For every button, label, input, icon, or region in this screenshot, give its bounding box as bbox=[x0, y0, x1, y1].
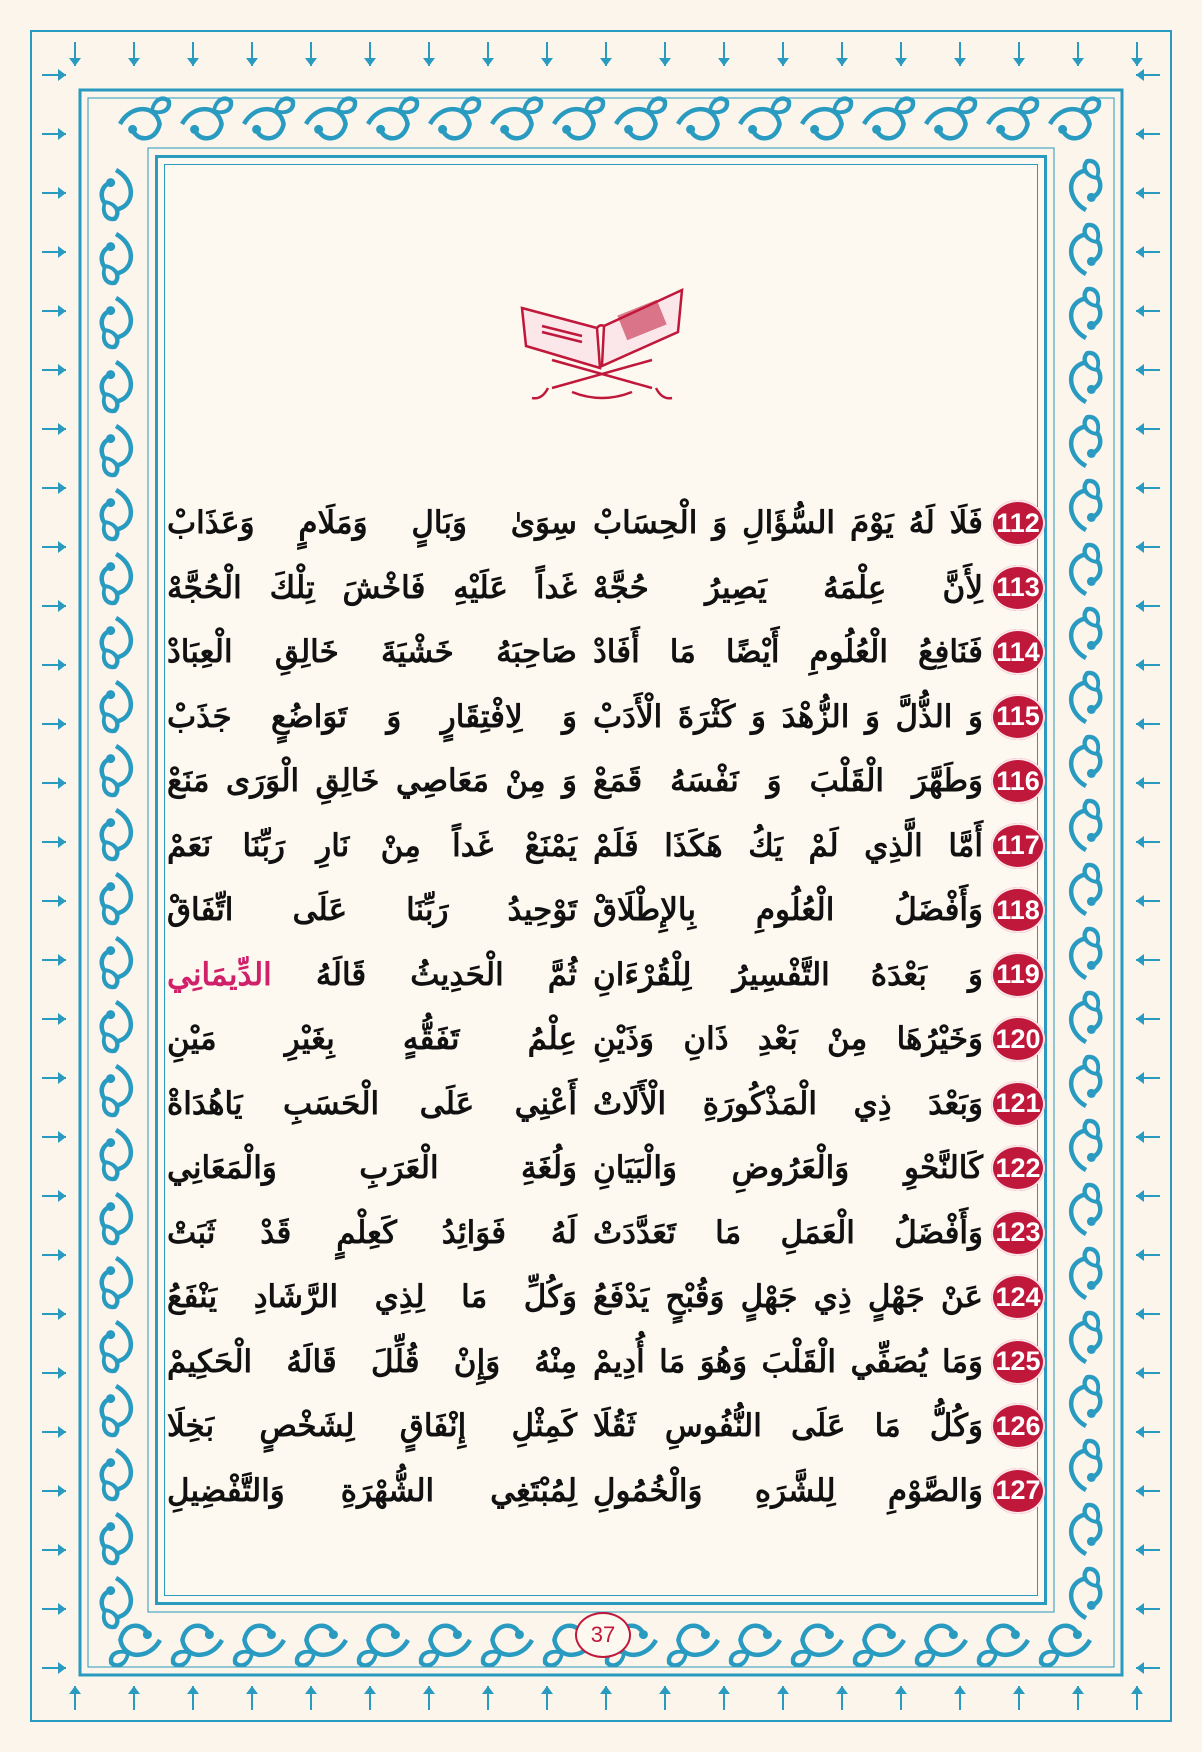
verse-second-hemistich: سِوَىٰ وَبَالٍ وَمَلَامٍ وَعَذَابْ bbox=[167, 505, 577, 541]
verse-first-hemistich: فَلَا لَهُ يَوْمَ السُّؤَالِ وَ الْحِسَابْ bbox=[593, 505, 983, 541]
verse-row bbox=[165, 1401, 1045, 1466]
verse-first-hemistich: وَ بَعْدَهُ التَّفْسِيرُ لِلْقُرْءَانِ bbox=[593, 956, 983, 993]
verse-second-hemistich: كَمِثْلِ إِنْفَاقٍ لِشَخْصٍ بَخِلَا bbox=[167, 1408, 577, 1444]
verse-first-hemistich: أَمَّا الَّذِي لَمْ يَكُ هَكَذَا فَلَمْ bbox=[593, 827, 983, 864]
verse-number-badge: 123 bbox=[991, 1210, 1045, 1256]
verse-number-badge: 119 bbox=[991, 952, 1045, 998]
verse-number-badge: 117 bbox=[991, 823, 1045, 869]
verse-row bbox=[165, 1272, 1045, 1337]
verse-list bbox=[165, 498, 1045, 1530]
verse-number-badge: 115 bbox=[991, 694, 1045, 740]
verse-number-badge: 112 bbox=[991, 500, 1045, 546]
author-name: الدِّيمَانِي bbox=[167, 956, 272, 993]
verse-number-badge: 122 bbox=[991, 1145, 1045, 1191]
verse-number-badge: 120 bbox=[991, 1016, 1045, 1062]
verse-number-badge: 114 bbox=[991, 629, 1045, 675]
verse-second-hemistich: عِلْمُ تَفَقُّهٍ بِغَيْرِ مَيْنِ bbox=[167, 1021, 577, 1057]
verse-second-hemistich: مِنْهُ وَإِنْ قُلِّلَ قَالَهُ الْحَكِيمْ bbox=[167, 1343, 577, 1380]
verse-first-hemistich: وَالصَّوْمِ لِلشَّرَهِ وَالْخُمُولِ bbox=[593, 1472, 983, 1509]
verse-second-hemistich: وَكُلِّ مَا لِذِي الرَّشَادِ يَنْفَعُ bbox=[167, 1279, 577, 1315]
verse-first-hemistich: عَنْ جَهْلٍ ذِي جَهْلٍ وَقُبْحٍ يَدْفَعُ bbox=[593, 1279, 983, 1315]
verse-number-badge: 127 bbox=[991, 1468, 1045, 1514]
verse-second-hemistich: غَداً عَلَيْهِ فَاخْشَ تِلْكَ الْحُجَّهْ bbox=[167, 569, 577, 606]
verse-first-hemistich: لِأَنَّ عِلْمَهُ يَصِيرُ حُجَّهْ bbox=[593, 569, 983, 606]
verse-first-hemistich: كَالنَّحْوِ وَالْعَرُوضِ وَالْبَيَانِ bbox=[593, 1150, 983, 1186]
verse-row bbox=[165, 756, 1045, 821]
verse-row bbox=[165, 1014, 1045, 1079]
verse-second-hemistich: صَاحِبَهُ خَشْيَةَ خَالِقِ الْعِبَادْ bbox=[167, 634, 577, 670]
verse-second-hemistich: وَلُغَةِ الْعَرَبِ وَالْمَعَانِي bbox=[167, 1150, 577, 1186]
verse-row bbox=[165, 563, 1045, 628]
verse-row bbox=[165, 627, 1045, 692]
verse-first-hemistich: وَخَيْرُهَا مِنْ بَعْدِ ذَانِ وَذَيْنِ bbox=[593, 1021, 983, 1057]
verse-row bbox=[165, 1208, 1045, 1273]
verse-row bbox=[165, 498, 1045, 563]
verse-first-hemistich: وَ الذُّلَّ وَ الزُّهْدَ وَ كَثْرَةَ الْأَدَبْ bbox=[593, 698, 983, 735]
verse-second-hemistich: وَ لِافْتِقَارٍ وَ تَوَاضُعٍ جَذَبْ bbox=[167, 698, 577, 735]
verse-row bbox=[165, 692, 1045, 757]
verse-second-hemistich: أَعْنِي عَلَى الْحَسَبِ يَاهُدَاةْ bbox=[167, 1085, 577, 1122]
verse-row bbox=[165, 1143, 1045, 1208]
verse-first-hemistich: فَنَافِعُ الْعُلُومِ أَيْضًا مَا أَفَادْ bbox=[593, 634, 983, 670]
verse-second-hemistich: لَهُ فَوَائِدُ كَعِلْمٍ قَدْ ثَبَتْ bbox=[167, 1214, 577, 1251]
verse-second-hemistich: لِمُبْتَغِي الشُّهْرَةِ وَالتَّفْضِيلِ bbox=[167, 1472, 577, 1509]
verse-number-badge: 126 bbox=[991, 1403, 1045, 1449]
verse-first-hemistich: وَمَا يُصَفِّي الْقَلْبَ وَهُوَ مَا أُدِيمْ bbox=[593, 1343, 983, 1380]
verse-first-hemistich: وَأَفْضَلُ الْعَمَلِ مَا تَعَدَّدَتْ bbox=[593, 1214, 983, 1251]
verse-second-hemistich: تَوْحِيدُ رَبِّنَا عَلَى اتِّفَاقْ bbox=[167, 892, 577, 928]
verse-row bbox=[165, 1337, 1045, 1402]
verse-row bbox=[165, 821, 1045, 886]
verse-number-badge: 124 bbox=[991, 1274, 1045, 1320]
verse-row bbox=[165, 950, 1045, 1015]
verse-first-hemistich: وَأَفْضَلُ الْعُلُومِ بِالإِطْلَاقْ bbox=[593, 892, 983, 928]
page-number: 37 bbox=[575, 1612, 631, 1658]
verse-row bbox=[165, 885, 1045, 950]
verse-number-badge: 118 bbox=[991, 887, 1045, 933]
verse-second-hemistich: وَ مِنْ مَعَاصِي خَالِقِ الْوَرَى مَنَعْ bbox=[167, 763, 577, 799]
verse-row bbox=[165, 1466, 1045, 1531]
verse-number-badge: 116 bbox=[991, 758, 1045, 804]
quran-on-stand-icon bbox=[512, 268, 692, 408]
verse-first-hemistich: وَبَعْدَ ذِي الْمَذْكُورَةِ الْأَلَاتْ bbox=[593, 1085, 983, 1122]
verse-number-badge: 121 bbox=[991, 1081, 1045, 1127]
verse-first-hemistich: وَطَهَّرَ الْقَلْبَ وَ نَفْسَهُ قَمَعْ bbox=[593, 763, 983, 799]
verse-row bbox=[165, 1079, 1045, 1144]
verse-number-badge: 125 bbox=[991, 1339, 1045, 1385]
verse-first-hemistich: وَكُلُّ مَا عَلَى النُّفُوسِ ثَقُلَا bbox=[593, 1408, 983, 1444]
verse-second-hemistich bbox=[167, 950, 577, 1000]
verse-second-text: ثُمَّ الْحَدِيثُ قَالَهُ bbox=[315, 956, 577, 993]
verse-second-hemistich: يَمْنَعْ غَداً مِنْ نَارِ رَبِّنَا نَعَمْ bbox=[167, 827, 577, 864]
verse-number-badge: 113 bbox=[991, 565, 1045, 611]
